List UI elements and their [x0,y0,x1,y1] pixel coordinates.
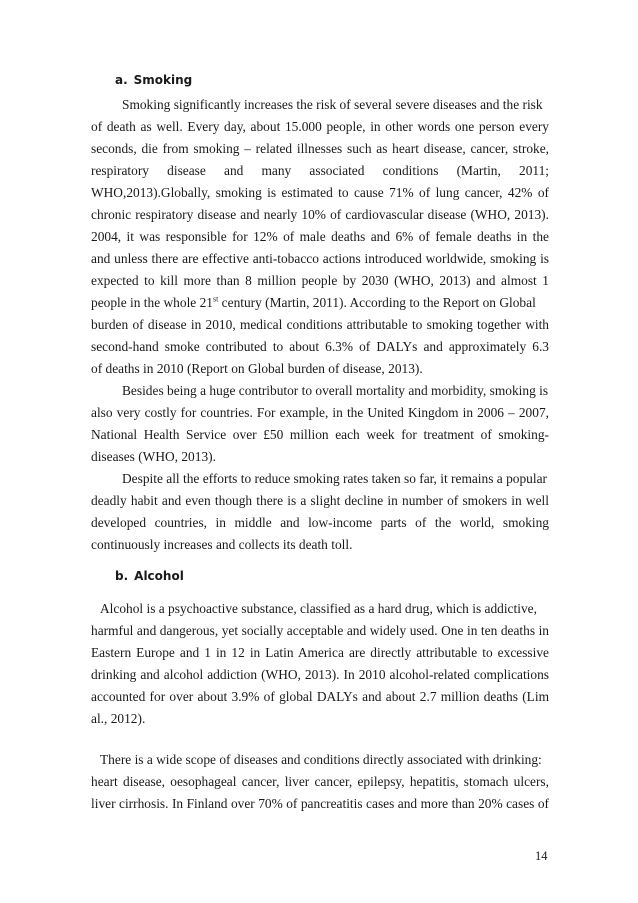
text-line: al., 2012). [91,711,146,726]
text-line: accounted for over about 3.9% of global DALYs and about 2.7 million deaths (Lim [91,689,549,704]
paragraph-smoking-habit [91,468,549,556]
section-heading-smoking [115,73,192,87]
paragraph-smoking-risks [91,94,549,380]
text-line: Smoking significantly increases the risk of several severe diseases and the risk [122,97,543,112]
text-line: liver cirrhosis. In Finland over 70% of pancreatitis cases and more than 20% cases of [91,796,549,811]
text-line: continuously increases and collects its death toll. [91,537,353,552]
paragraph-alcohol-intro [91,598,549,730]
paragraph-smoking-cost [91,380,549,468]
text-line: of death as well. Every day, about 15.000 people, in other words one person every [91,119,549,134]
text-line: Alcohol is a psychoactive substance, classified as a hard drug, which is addictive, [100,601,537,616]
text-line: and unless there are effective anti-tobacco actions introduced worldwide, smoking is [91,251,549,266]
text-line: harmful and dangerous, yet socially acceptable and widely used. One in ten deaths in [91,623,549,638]
text-line: developed countries, in middle and low-income parts of the world, smoking [91,515,549,530]
text-line: National Health Service over £50 million each week for treatment of smoking- [91,427,549,442]
text-line-with-superscript [91,292,549,314]
text-line: 2004, it was responsible for 12% of male deaths and 6% of female deaths in the [91,229,549,244]
text-line: drinking and alcohol addiction (WHO, 2013). In 2010 alcohol-related complications [91,667,549,682]
text-line: seconds, die from smoking – related illnesses such as heart disease, cancer, stroke, [91,141,549,156]
text-line: expected to kill more than 8 million people by 2030 (WHO, 2013) and almost 1 [91,273,549,288]
page-number: 14 [535,849,548,863]
text-line: diseases (WHO, 2013). [91,449,216,464]
text-line: heart disease, oesophageal cancer, liver cancer, epilepsy, hepatitis, stomach ulcers, [91,774,549,789]
text-line: chronic respiratory disease and nearly 10% of cardiovascular disease (WHO, 2013). [91,207,549,222]
text-line: There is a wide scope of diseases and conditions directly associated with drinking: [100,752,542,767]
section-marker: a. [115,73,128,87]
paragraph-alcohol-diseases [91,749,549,815]
text-line: WHO,2013).Globally, smoking is estimated to cause 71% of lung cancer, 42% of [91,185,549,200]
section-marker: b. [115,569,129,583]
superscript: st [212,294,219,304]
text-line: Besides being a huge contributor to overall mortality and morbidity, smoking is [122,383,549,398]
text-fragment: people in the whole 21 [91,295,213,310]
text-line: second-hand smoke contributed to about 6.3% of DALYs and approximately 6.3 [91,339,549,354]
text-fragment: century (Martin, 2011). According to the Report on Global [218,295,536,310]
section-heading-alcohol [115,569,184,583]
section-title: Alcohol [134,569,184,583]
text-line: Eastern Europe and 1 in 12 in Latin America are directly attributable to excessive [91,645,549,660]
text-line: burden of disease in 2010, medical conditions attributable to smoking together with [91,317,549,332]
text-line: respiratory disease and many associated conditions (Martin, 2011; [91,163,549,178]
section-title: Smoking [133,73,193,87]
text-line: of deaths in 2010 (Report on Global burden of disease, 2013). [91,361,423,376]
text-line: deadly habit and even though there is a slight decline in number of smokers in well [91,493,549,508]
text-line: also very costly for countries. For example, in the United Kingdom in 2006 – 2007, [91,405,549,420]
text-line: Despite all the efforts to reduce smoking rates taken so far, it remains a popular [122,471,547,486]
